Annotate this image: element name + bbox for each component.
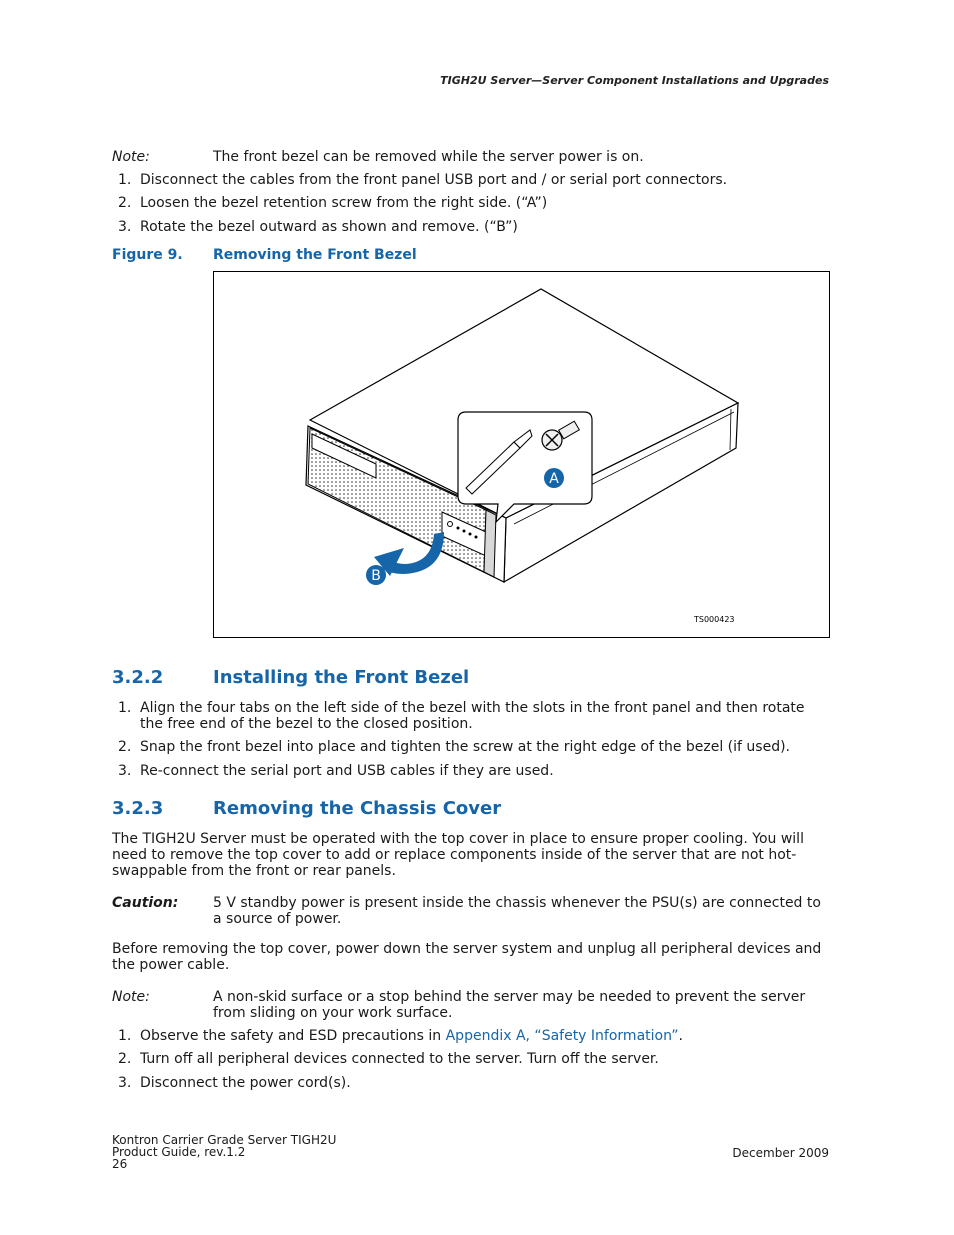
list-number: 2. (118, 195, 132, 211)
list-number: 3. (118, 219, 132, 235)
footer (112, 1134, 336, 1170)
list-item (118, 763, 830, 779)
note-text: The front bezel can be removed while the server power is on. (213, 149, 644, 165)
list-item (118, 172, 830, 188)
figure-number: Figure 9. (112, 247, 183, 263)
list-number: 2. (118, 739, 132, 755)
section-number: 3.2.3 (112, 798, 164, 819)
list-number: 2. (118, 1051, 132, 1067)
paragraph: The TIGH2U Server must be operated with the top cover in place to ensure proper cooling. You will need to remove the top cover to add or replace components inside of the server that are not hot-swappable from the front or rear panels. (112, 831, 804, 879)
list-number: 1. (118, 700, 132, 716)
list-item (118, 1075, 830, 1091)
figure-code: TS000423 (694, 615, 735, 624)
footer-date: December 2009 (732, 1146, 829, 1160)
list-number: 1. (118, 1028, 132, 1044)
section-number: 3.2.2 (112, 667, 164, 688)
note-label: Note: (112, 989, 150, 1005)
list-text: Disconnect the cables from the front panel USB port and / or serial port connectors. (140, 172, 728, 188)
callout-a-label: A (549, 471, 559, 487)
page-number: 26 (112, 1157, 128, 1171)
figure-illustration (213, 271, 830, 638)
paragraph: Before removing the top cover, power down the server system and unplug all peripheral devices and the power cable. (112, 941, 822, 973)
list-number: 1. (118, 172, 132, 188)
list-item (118, 1051, 830, 1067)
list-text-part: . (678, 1028, 683, 1044)
list-item (118, 195, 830, 211)
list-text: Loosen the bezel retention screw from the right side. (“A”) (140, 195, 548, 211)
callout-b-label: B (371, 568, 381, 584)
list-number: 3. (118, 1075, 132, 1091)
list-text: Turn off all peripheral devices connected to the server. Turn off the server. (140, 1051, 659, 1067)
caution-text: 5 V standby power is present inside the chassis whenever the PSU(s) are connected to a source of power. (213, 895, 821, 927)
list-text: Align the four tabs on the left side of the bezel with the slots in the front panel and then rotate the free end of the bezel to the closed position. (140, 700, 805, 732)
section-title: Installing the Front Bezel (213, 667, 470, 688)
note-text: A non-skid surface or a stop behind the server may be needed to prevent the server from sliding on your work surface. (213, 989, 806, 1021)
server-bezel-illustration (214, 272, 829, 637)
list-number: 3. (118, 763, 132, 779)
list-item (118, 700, 830, 732)
list-text (140, 1028, 830, 1044)
list-text: Disconnect the power cord(s). (140, 1075, 351, 1091)
section-title: Removing the Chassis Cover (213, 798, 502, 819)
appendix-link[interactable]: Appendix A, “Safety Information” (445, 1028, 679, 1044)
list-text-part: Observe the safety and ESD precautions in (140, 1028, 446, 1044)
caution-label: Caution: (112, 895, 179, 911)
list-item (118, 739, 830, 755)
list-text: Re-connect the serial port and USB cables if they are used. (140, 763, 554, 779)
list-text: Snap the front bezel into place and tighten the screw at the right edge of the bezel (if used). (140, 739, 790, 755)
running-header: TIGH2U Server—Server Component Installations and Upgrades (440, 74, 829, 87)
footer-product: Kontron Carrier Grade Server TIGH2U (112, 1133, 337, 1147)
figure-title: Removing the Front Bezel (213, 247, 417, 263)
footer-guide: Product Guide, rev.1.2 (112, 1145, 246, 1159)
note-label: Note: (112, 149, 150, 165)
list-item (118, 1028, 830, 1044)
list-text: Rotate the bezel outward as shown and remove. (“B”) (140, 219, 518, 235)
list-item (118, 219, 830, 235)
